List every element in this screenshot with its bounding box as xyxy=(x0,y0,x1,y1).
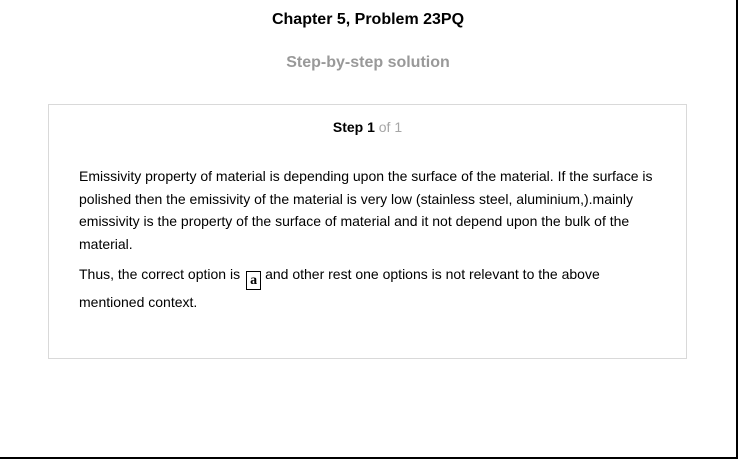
paragraph-2-tail: and other rest one options is not relevant to the above mentioned context. xyxy=(79,266,600,310)
chapter-title: Chapter 5, Problem 23PQ xyxy=(271,11,465,28)
step-body xyxy=(79,165,659,315)
solution-paragraph-2 xyxy=(79,262,659,315)
solution-paragraph-1: Emissivity property of material is depending upon the surface of the material. If the surface is polished then the emissivity of the material is very low (stainless steel, aluminium,).mainly emissivity is the property of the surface of material and it not depend upon the bulk of the material. xyxy=(79,168,653,252)
answer-option-box: a xyxy=(246,271,261,290)
step-card xyxy=(48,104,687,359)
step-header xyxy=(49,119,686,135)
step-label: Step 1 xyxy=(332,119,375,135)
paragraph-2-lead: Thus, the correct option is xyxy=(79,266,241,282)
solution-subtitle: Step-by-step solution xyxy=(286,54,450,71)
step-count: of 1 xyxy=(378,119,403,135)
